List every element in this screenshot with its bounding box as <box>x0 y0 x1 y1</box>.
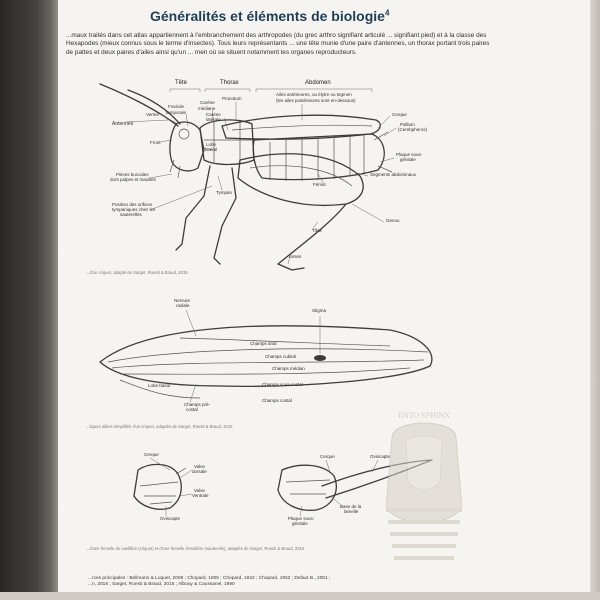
label-laterale: latérale <box>206 117 221 122</box>
ensifera-abdomen-tip <box>278 465 336 510</box>
label-pallium-line2: (Cerebpheros) <box>398 127 428 132</box>
label-nervure-line1: Nervure <box>174 298 191 303</box>
label-vertex: Vertex <box>146 112 159 117</box>
label-foveole: Fovéole <box>168 104 185 109</box>
ensifera-leader-lines <box>300 460 378 516</box>
label-cerque: Cerque <box>392 112 407 117</box>
sources-line-2: ...n, 2018 ; Sarget, Roesti & Braud, 2015 ; Albouy & Caussanel, 1990 <box>88 582 235 588</box>
label-front: Front <box>150 140 161 145</box>
region-abdomen-label: Abdomen <box>305 80 331 86</box>
wing-vein-3 <box>120 368 410 374</box>
label-segments: Segments abdominaux <box>370 172 417 177</box>
label-plaque-line1: Plaque sous- <box>396 152 423 157</box>
label-pronotum: Pronotum <box>222 96 242 101</box>
eye <box>179 129 189 139</box>
label-valve-ventrale-line2: Ventrale <box>192 493 209 498</box>
label-femur: Fémur <box>313 182 327 187</box>
head-bracket <box>170 89 200 92</box>
region-head-label: Tête <box>175 80 188 86</box>
label-champs-cubital: Champs cubital <box>265 354 297 359</box>
label-champs-median: Champs médian <box>272 366 305 371</box>
label-carene-mediane: Carène <box>200 100 215 105</box>
label-position-line3: sauterelles <box>120 212 142 217</box>
caelifera-cercus <box>176 468 186 474</box>
sources-footnote <box>88 576 518 589</box>
wing-leader-lines <box>186 310 320 402</box>
label-carene-laterale: Carène <box>206 112 221 117</box>
label-cerque-right: Cerque <box>320 454 335 459</box>
wing-vein-2 <box>112 360 424 368</box>
cerci <box>374 132 392 172</box>
label-antennes: Antennes <box>112 121 134 127</box>
hind-tarsus <box>278 264 304 270</box>
head-shape <box>170 122 204 171</box>
stigma-mark <box>314 355 326 361</box>
label-valve-ventrale-line1: Valve <box>194 488 205 493</box>
region-thorax-label: Thorax <box>220 80 239 86</box>
label-ailes-line1: Ailes antérieures, ou élytre ou tegmen <box>276 92 352 97</box>
label-lateral: latéral <box>205 147 218 152</box>
elytron-vein <box>232 125 372 130</box>
label-plaque-line2: génitale <box>292 521 308 526</box>
ensifera-segments <box>286 480 330 494</box>
label-valve-dorsale-line2: dorsale <box>192 469 207 474</box>
label-tarses: Tarses <box>288 254 302 259</box>
label-temporale: temporale <box>166 110 187 115</box>
wing-caption: ...tiques ailées simplifiés d'un criquet, adaptés de Sarget, Roesti & Braud, 2015 <box>86 424 233 429</box>
label-champs-anal: Champs anal <box>250 341 277 346</box>
label-cerque-left: Cerque <box>144 452 159 457</box>
label-plaque-line2: génitale <box>400 157 416 162</box>
sources-line-1: ...rces principales : Bellmann & Luquet, 2009 ; Chopard, 1905 ; Chopard, 1922 ; Chopard, 1952 ; Defaut B., 2001 ; <box>88 576 331 581</box>
label-ailes-line2: (les ailes postérieures sont en-dessous) <box>276 98 356 103</box>
entosphinx-watermark <box>376 398 472 578</box>
label-champs-sous-costal: Champs sous-costal <box>262 382 303 387</box>
label-valve-dorsale-line1: Valve <box>194 464 205 469</box>
label-champs-pre-line2: costal <box>186 407 198 412</box>
label-base-line2: lamelle <box>344 509 359 514</box>
label-stigma: Stigma <box>312 308 327 313</box>
label-lobe-basal: Lobe basal <box>148 383 171 388</box>
middle-leg <box>214 168 236 264</box>
label-tympan: Tympan <box>216 190 233 195</box>
thorax-bracket <box>205 89 250 92</box>
abdomen-segment-lines <box>270 135 364 181</box>
label-tibia: Tibia <box>312 228 322 233</box>
label-pieces-line1: Pièces buccales <box>116 172 149 177</box>
intro-paragraph: ...maux traités dans cet atlas appartiennent à l'embranchement des arthropodes (du grec arthro signifiant articulé ... signifiant pied) et à la classe des Hexapodes (mieux connus sous le terme d'insectes). Tous leurs représentants ... une tête munie d'une paire d'antennes, un thorax portant trois paires de pattes et deux paires d'ailes ainsi qu'un ... men où se situent notamment les organes reproducteurs. <box>66 32 490 56</box>
femur-stripe <box>250 166 352 186</box>
label-mediane: médiane <box>198 106 216 111</box>
label-position-line2: tympaniques chez les <box>112 207 156 212</box>
title-footnote: 4 <box>384 8 390 18</box>
caelifera-valves <box>140 482 178 504</box>
grasshopper-caption: ...d'un criquet, adapté de Sarget, Roesti & Braud, 2015 <box>86 270 188 275</box>
label-champs-pre-line1: Champs pré- <box>184 402 211 407</box>
page-title-text: Généralités et éléments de biologie <box>150 8 385 24</box>
label-champs-costal: Champs costal <box>262 398 292 403</box>
label-oviscapte-left: Oviscapte <box>160 516 181 521</box>
label-base-line1: Base de la <box>340 504 362 509</box>
front-leg <box>176 166 210 250</box>
watermark-text: ENTO SPHINX <box>397 411 451 420</box>
caelifera-abdomen-tip <box>134 464 181 509</box>
grasshopper-leader-lines <box>126 102 396 264</box>
label-genou: Genou <box>386 218 400 223</box>
sphinx-face-icon <box>406 436 442 490</box>
label-nervure-line2: radiale <box>176 303 190 308</box>
antenna-left <box>100 84 178 126</box>
label-oviscapte-right: Oviscapte <box>370 454 391 459</box>
label-plaque-line1: Plaque sous- <box>288 516 315 521</box>
elytron-shape <box>222 115 380 139</box>
wing-vein-4 <box>180 338 390 346</box>
genitalia-caption: ...d'une femelle de caelifère (criquet) et d'une femelle d'ensifère (sauterelle), adaptés de Sarget, Roesti & Braud, 2015 <box>86 546 305 551</box>
grasshopper-figure <box>86 80 428 275</box>
label-lobe: Lobe <box>206 142 217 147</box>
label-position-line1: Position des orifices <box>112 202 153 207</box>
label-pieces-line2: dont palpes et maxilles <box>110 177 156 182</box>
label-pallium-line1: Pallium <box>400 122 415 127</box>
